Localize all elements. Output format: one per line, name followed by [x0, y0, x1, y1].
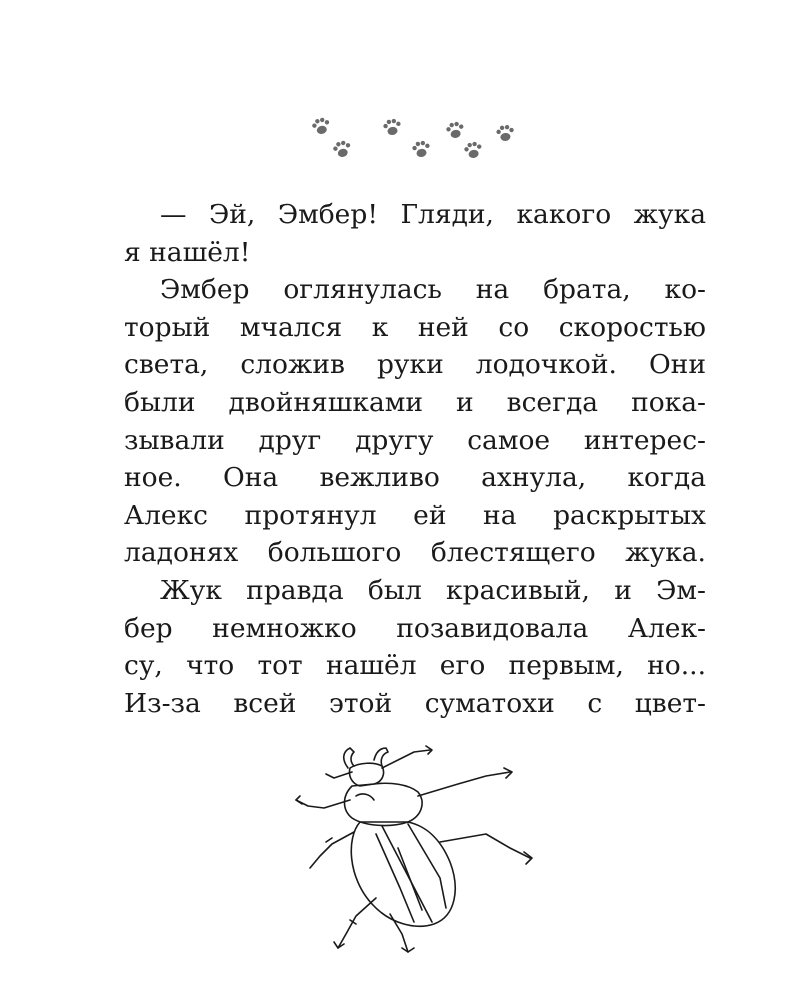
text-line: были двойняшками и всегда пока-: [124, 386, 706, 418]
paw-print-icon: [445, 121, 465, 140]
text-line: су, что тот нашёл его первым, но...: [124, 650, 706, 682]
paw-print-icon: [382, 118, 402, 136]
text-line: Жук правда был красивый, и Эм-: [160, 574, 706, 606]
text-line: ладонях большого блестящего жука.: [124, 537, 706, 569]
text-line: Алекс протянул ей на раскрытых: [124, 499, 706, 531]
paw-print-icon: [463, 141, 483, 160]
text-line: я нашёл!: [124, 236, 251, 268]
paw-print-icon: [332, 139, 353, 159]
beetle-illustration: [290, 738, 550, 958]
paw-prints-decoration: [0, 0, 800, 180]
text-line: света, сложив руки лодочкой. Они: [124, 349, 706, 381]
text-line: Из-за всей этой суматохи с цвет-: [124, 687, 706, 719]
paw-print-icon: [496, 124, 515, 142]
text-line: зывали друг другу самое интерес-: [124, 424, 706, 456]
text-line: ное. Она вежливо ахнула, когда: [124, 462, 706, 494]
story-text: [124, 196, 706, 722]
paw-print-icon: [311, 116, 332, 136]
text-line: бер немножко позавидовала Алек-: [124, 612, 706, 644]
text-line: торый мчался к ней со скоростью: [124, 311, 706, 343]
text-line: — Эй, Эмбер! Гляди, какого жука: [160, 199, 706, 230]
paw-print-icon: [411, 140, 431, 158]
text-line: Эмбер оглянулась на брата, ко-: [160, 274, 706, 306]
